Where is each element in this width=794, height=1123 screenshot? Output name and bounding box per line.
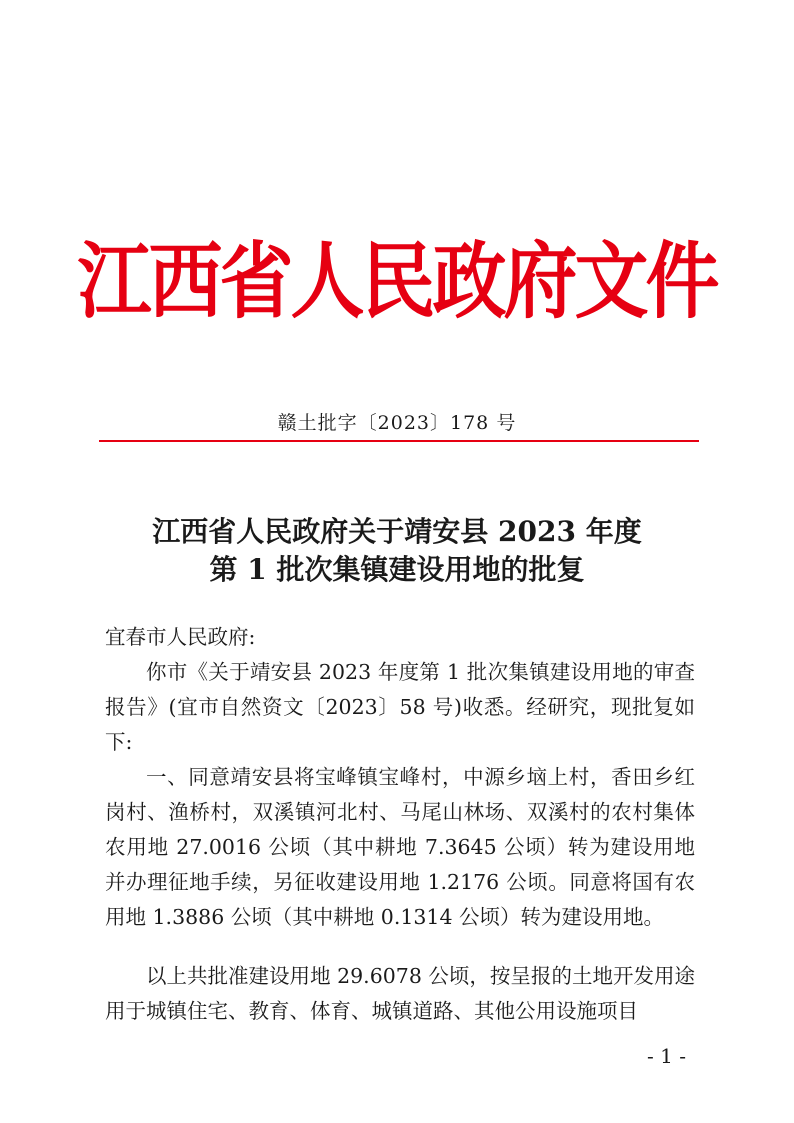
paragraph: 一、同意靖安县将宝峰镇宝峰村，中源乡垴上村，香田乡红岗村、渔桥村，双溪镇河北村、马尾山林场、双溪村的农村集体农用地 27.0016 公顷（其中耕地 7.3645 公顷）转为建设用地并办理征地手续，另征收建设用地 1.2176 公顷。同意将国有农用地 1.3886 公顷（其中耕地 0.1314 公顷）转为建设用地。: [105, 765, 695, 929]
title-line-2: 第 1 批次集镇建设用地的批复: [209, 553, 585, 586]
page-number: - 1 -: [647, 1044, 686, 1068]
paragraph: 以上共批准建设用地 29.6078 公顷，按呈报的土地开发用途用于城镇住宅、教育、体育、城镇道路、其他公用设施项目: [105, 964, 695, 1023]
paragraph: 你市《关于靖安县 2023 年度第 1 批次集镇建设用地的审查报告》(宜市自然资文〔2023〕58 号)收悉。经研究，现批复如下:: [105, 660, 695, 754]
title-line-1: 江西省人民政府关于靖安县 2023 年度: [152, 515, 642, 548]
red-divider-line: [99, 440, 699, 442]
document-number: 赣土批字〔2023〕178 号: [277, 412, 517, 434]
salutation: 宜春市人民政府:: [105, 625, 256, 649]
document-body: [105, 620, 695, 1029]
masthead-title: 江西省人民政府文件: [77, 233, 717, 331]
document-title: [0, 513, 794, 589]
